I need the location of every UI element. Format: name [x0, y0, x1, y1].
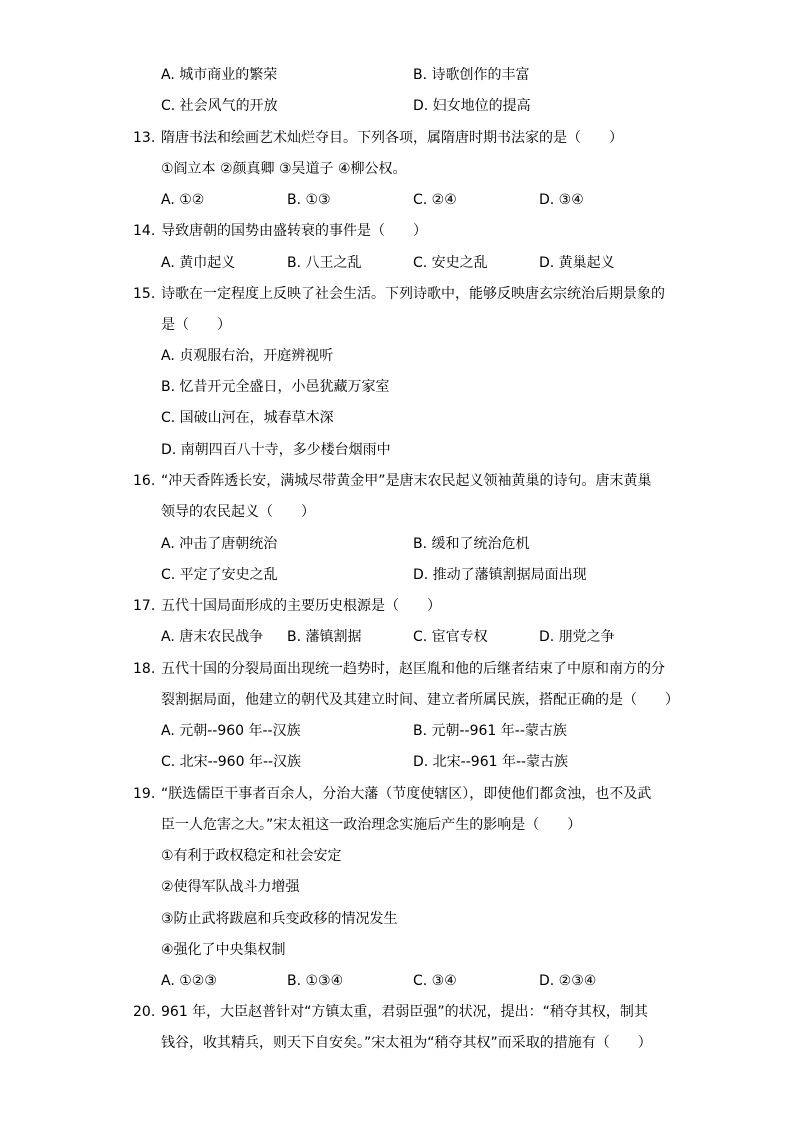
q15-option-a: A. 贞观服右治，开庭辨视听	[161, 348, 334, 364]
q16-stem-line2: 领导的农民起义（ ）	[161, 504, 315, 520]
q14-number: 14.	[133, 223, 156, 239]
q19-item-1: ①有利于政权稳定和社会安定	[161, 848, 342, 864]
q13-option-a: A. ①②	[161, 192, 205, 208]
q18-stem-line2: 裂割据局面，他建立的朝代及其建立时间、建立者所属民族，搭配正确的是（ ）	[161, 692, 679, 708]
q15-number: 15.	[133, 286, 156, 302]
q15-stem-line2: 是（ ）	[161, 317, 231, 333]
q18-number: 18.	[133, 661, 156, 677]
q12-option-c: C. 社会风气的开放	[161, 98, 278, 114]
q16-option-b: B. 缓和了统治危机	[413, 536, 530, 552]
q14-stem: 导致唐朝的国势由盛转衰的事件是（ ）	[161, 223, 427, 239]
q14-option-c: C. 安史之乱	[413, 255, 488, 271]
q18-option-a: A. 元朝--960 年--汉族	[161, 723, 301, 739]
q15-option-b: B. 忆昔开元全盛日，小邑犹藏万家室	[161, 379, 390, 395]
q14-option-a: A. 黄巾起义	[161, 255, 236, 271]
q18-stem-line1: 五代十国的分裂局面出现统一趋势时，赵匡胤和他的后继者结束了中原和南方的分	[161, 661, 665, 677]
q17-stem: 五代十国局面形成的主要历史根源是（ ）	[161, 598, 441, 614]
q13-option-d: D. ③④	[539, 192, 584, 208]
q13-items: ①阎立本 ②颜真卿 ③吴道子 ④柳公权。	[161, 161, 407, 177]
q15-option-d: D. 南朝四百八十寺，多少楼台烟雨中	[161, 442, 391, 458]
q18-option-d: D. 北宋--961 年--蒙古族	[413, 754, 569, 770]
q16-number: 16.	[133, 473, 156, 489]
q16-option-a: A. 冲击了唐朝统治	[161, 536, 278, 552]
q19-item-2: ②使得军队战斗力增强	[161, 879, 300, 895]
q18-option-b: B. 元朝--961 年--蒙古族	[413, 723, 567, 739]
q17-option-d: D. 朋党之争	[539, 629, 615, 645]
q12-option-a: A. 城市商业的繁荣	[161, 67, 278, 83]
q13-stem: 隋唐书法和绘画艺术灿烂夺目。下列各项，属隋唐时期书法家的是（ ）	[161, 130, 623, 146]
q19-option-c: C. ③④	[413, 973, 457, 989]
q20-stem-line1: 961 年，大臣赵普针对“方镇太重，君弱臣强”的状况，提出：“稍夺其权，制其	[161, 1004, 648, 1020]
q19-option-b: B. ①③④	[287, 973, 344, 989]
q15-option-c: C. 国破山河在，城春草木深	[161, 410, 334, 426]
q13-option-b: B. ①③	[287, 192, 331, 208]
q13-number: 13.	[133, 130, 156, 146]
q17-option-c: C. 宦官专权	[413, 629, 488, 645]
q14-option-b: B. 八王之乱	[287, 255, 362, 271]
q16-stem-line1: “冲天香阵透长安，满城尽带黄金甲”是唐末农民起义领袖黄巢的诗句。唐末黄巢	[161, 473, 652, 489]
q17-option-b: B. 藩镇割据	[287, 629, 362, 645]
q19-option-d: D. ②③④	[539, 973, 597, 989]
q19-stem-line2: 臣一人危害之大。”宋太祖这一政治理念实施后产生的影响是（ ）	[161, 817, 582, 833]
q20-stem-line2: 钱谷，收其精兵，则天下自安矣。”宋太祖为“稍夺其权”而采取的措施有（ ）	[161, 1035, 652, 1051]
q13-option-c: C. ②④	[413, 192, 457, 208]
q14-option-d: D. 黄巢起义	[539, 255, 615, 271]
q12-option-d: D. 妇女地位的提高	[413, 98, 531, 114]
q19-number: 19.	[133, 786, 156, 802]
q17-number: 17.	[133, 598, 156, 614]
q16-option-d: D. 推动了藩镇割据局面出现	[413, 567, 587, 583]
q19-item-4: ④强化了中央集权制	[161, 942, 286, 958]
q19-option-a: A. ①②③	[161, 973, 217, 989]
q18-option-c: C. 北宋--960 年--汉族	[161, 754, 302, 770]
q19-stem-line1: “朕选儒臣干事者百余人，分治大藩（节度使辖区），即使他们都贪浊，也不及武	[161, 786, 652, 802]
q12-option-b: B. 诗歌创作的丰富	[413, 67, 530, 83]
q19-item-3: ③防止武将跋扈和兵变政移的情况发生	[161, 911, 398, 927]
q15-stem-line1: 诗歌在一定程度上反映了社会生活。下列诗歌中，能够反映唐玄宗统治后期景象的	[161, 286, 665, 302]
q20-number: 20.	[133, 1004, 156, 1020]
q16-option-c: C. 平定了安史之乱	[161, 567, 278, 583]
q17-option-a: A. 唐末农民战争	[161, 629, 264, 645]
